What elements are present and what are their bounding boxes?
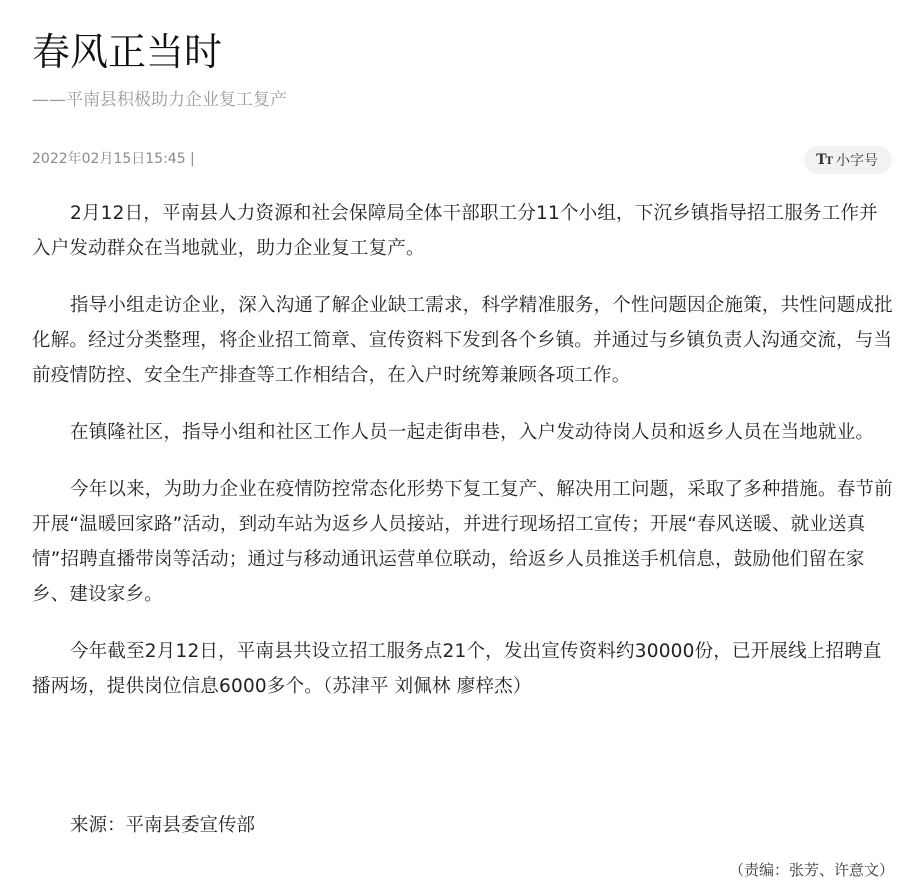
article-meta bbox=[32, 146, 892, 174]
article-subtitle: ——平南县积极助力企业复工复产 bbox=[32, 90, 287, 110]
article-body bbox=[32, 196, 894, 726]
paragraph: 今年以来，为助力企业在疫情防控常态化形势下复工复产、解决用工问题，采取了多种措施。春节前开展“温暖回家路”活动，到动车站为返乡人员接站，并进行现场招工宣传；开展“春风送暖、就业送真情”招聘直播带岗等活动；通过与移动通讯运营单位联动，给返乡人员推送手机信息，鼓励他们留在家乡、建设家乡。 bbox=[32, 479, 893, 605]
article-title: 春风正当时 bbox=[32, 30, 223, 74]
font-size-toggle-label: 小字号 bbox=[836, 153, 878, 169]
paragraph: 2月12日，平南县人力资源和社会保障局全体干部职工分11个小组，下沉乡镇指导招工服务工作并入户发动群众在当地就业，助力企业复工复产。 bbox=[32, 203, 878, 259]
font-size-toggle-button[interactable] bbox=[804, 146, 892, 174]
paragraph: 今年截至2月12日，平南县共设立招工服务点21个，发出宣传资料约30000份，已开展线上招聘直播两场，提供岗位信息6000多个。（苏津平 刘佩林 廖梓杰） bbox=[32, 641, 882, 697]
paragraph: 在镇隆社区，指导小组和社区工作人员一起走街串巷，入户发动待岗人员和返乡人员在当地就业。 bbox=[70, 422, 875, 443]
publish-date: 2022年02月15日15:45 | bbox=[32, 151, 195, 167]
paragraph: 指导小组走访企业，深入沟通了解企业缺工需求，科学精准服务，个性问题因企施策，共性问题成批化解。经过分类整理，将企业招工简章、宣传资料下发到各个乡镇。并通过与乡镇负责人沟通交流，与当前疫情防控、安全生产排查等工作相结合，在入户时统筹兼顾各项工作。 bbox=[32, 295, 893, 386]
article-source: 来源：平南县委宣传部 bbox=[70, 815, 256, 836]
article-editor: （责编：张芳、许意文） bbox=[728, 861, 894, 879]
font-size-icon: TT bbox=[816, 152, 832, 168]
